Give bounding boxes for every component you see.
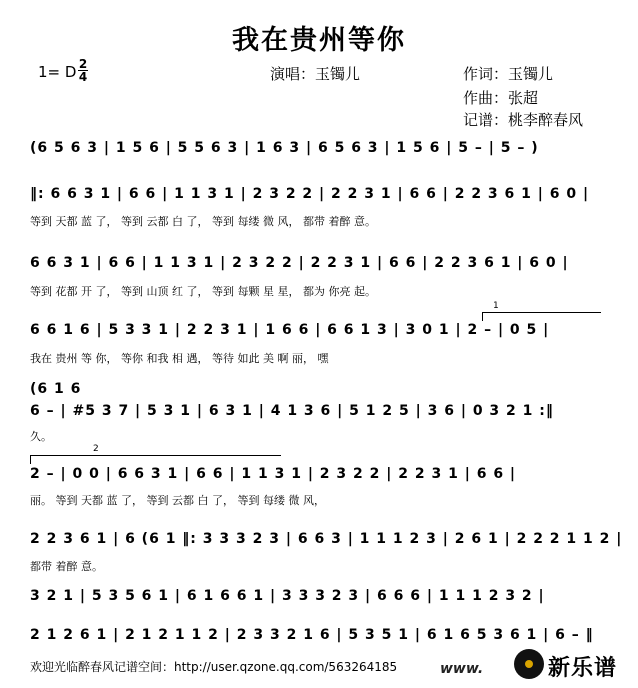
score-row-2: ‖: 6 6 3 1 | 6 6 | 1 1 3 1 | 2 3 2 2 | 2 2 3 1 | 6 6 | 2 2 3 6 1 | 6 0 | — [30, 186, 590, 202]
lyric-row-5: 久。 — [30, 430, 52, 443]
lyricist-credit: 作词：玉镯儿 — [463, 65, 554, 83]
score-row-9: 2 1 2 6 1 | 2 1 2 1 1 2 | 2 3 3 2 1 6 | 5 3 5 1 | 6 1 6 5 3 6 1 | 6 – ‖ — [30, 627, 594, 643]
lyric-row-7: 都带 着醉 意。 — [30, 560, 103, 573]
lyric-row-4: 我在 贵州 等 你， 等你 和我 相 遇， 等待 如此 美 啊 丽， 嘿 — [30, 352, 329, 365]
score-row-5: 6 – | #5 3 7 | 5 3 1 | 6 3 1 | 4 1 3 6 | 5 1 2 5 | 3 6 | 0 3 2 1 :‖ — [30, 403, 554, 419]
volta-1: 1 — [482, 312, 601, 321]
lyric-row-6: 丽。 等到 天都 蓝 了， 等到 云都 白 了， 等到 每缕 微 风， — [30, 494, 325, 507]
composer-credit: 作曲：张超 — [463, 89, 539, 107]
score-row-6: 2 – | 0 0 | 6 6 3 1 | 6 6 | 1 1 3 1 | 2 3 2 2 | 2 2 3 1 | 6 6 | — [30, 466, 517, 482]
disc-icon — [514, 649, 544, 679]
volta-2: 2 — [30, 455, 281, 464]
lyric-row-2: 等到 天都 蓝 了， 等到 云都 白 了， 等到 每缕 微 风， 都带 着醉 意。 — [30, 215, 376, 228]
score-row-8: 3 2 1 | 5 3 5 6 1 | 6 1 6 6 1 | 3 3 3 2 3 | 6 6 6 | 1 1 1 2 3 2 | — [30, 588, 545, 604]
score-row-3: 6 6 3 1 | 6 6 | 1 1 3 1 | 2 3 2 2 | 2 2 3 1 | 6 6 | 2 2 3 6 1 | 6 0 | — [30, 255, 569, 271]
footer-text: 欢迎光临醉春风记谱空间：http://user.qzone.qq.com/563264185 — [30, 660, 398, 674]
key-signature: 1= D — [38, 63, 77, 81]
time-signature — [78, 58, 88, 83]
singer-credit: 演唱：玉镯儿 — [270, 65, 361, 83]
logo-text: 新乐谱 — [548, 656, 618, 681]
time-signature-bottom: 4 — [78, 70, 88, 84]
transcriber-credit: 记谱：桃李醉春风 — [463, 111, 584, 129]
time-signature-top: 2 — [78, 57, 88, 71]
site-logo — [510, 645, 638, 683]
watermark: www. — [440, 661, 484, 677]
page-title: 我在贵州等你 — [232, 25, 406, 56]
lyric-row-3: 等到 花都 开 了， 等到 山顶 红 了， 等到 每颗 星 星， 都为 你亮 起。 — [30, 285, 376, 298]
score-row-7: 2 2 3 6 1 | 6 (6 1 ‖: 3 3 3 2 3 | 6 6 3 | 1 1 1 2 3 | 2 6 1 | 2 2 2 1 1 2 | — [30, 531, 623, 547]
score-row-5a: (6 1 6 — [30, 381, 82, 397]
score-row-4: 6 6 1 6 | 5 3 3 1 | 2 2 3 1 | 1 6 6 | 6 6 1 3 | 3 0 1 | 2 – | 0 5 | — [30, 322, 550, 338]
score-row-1: (6 5 6 3 | 1 5 6 | 5 5 6 3 | 1 6 3 | 6 5 6 3 | 1 5 6 | 5 – | 5 – ) — [30, 140, 539, 156]
